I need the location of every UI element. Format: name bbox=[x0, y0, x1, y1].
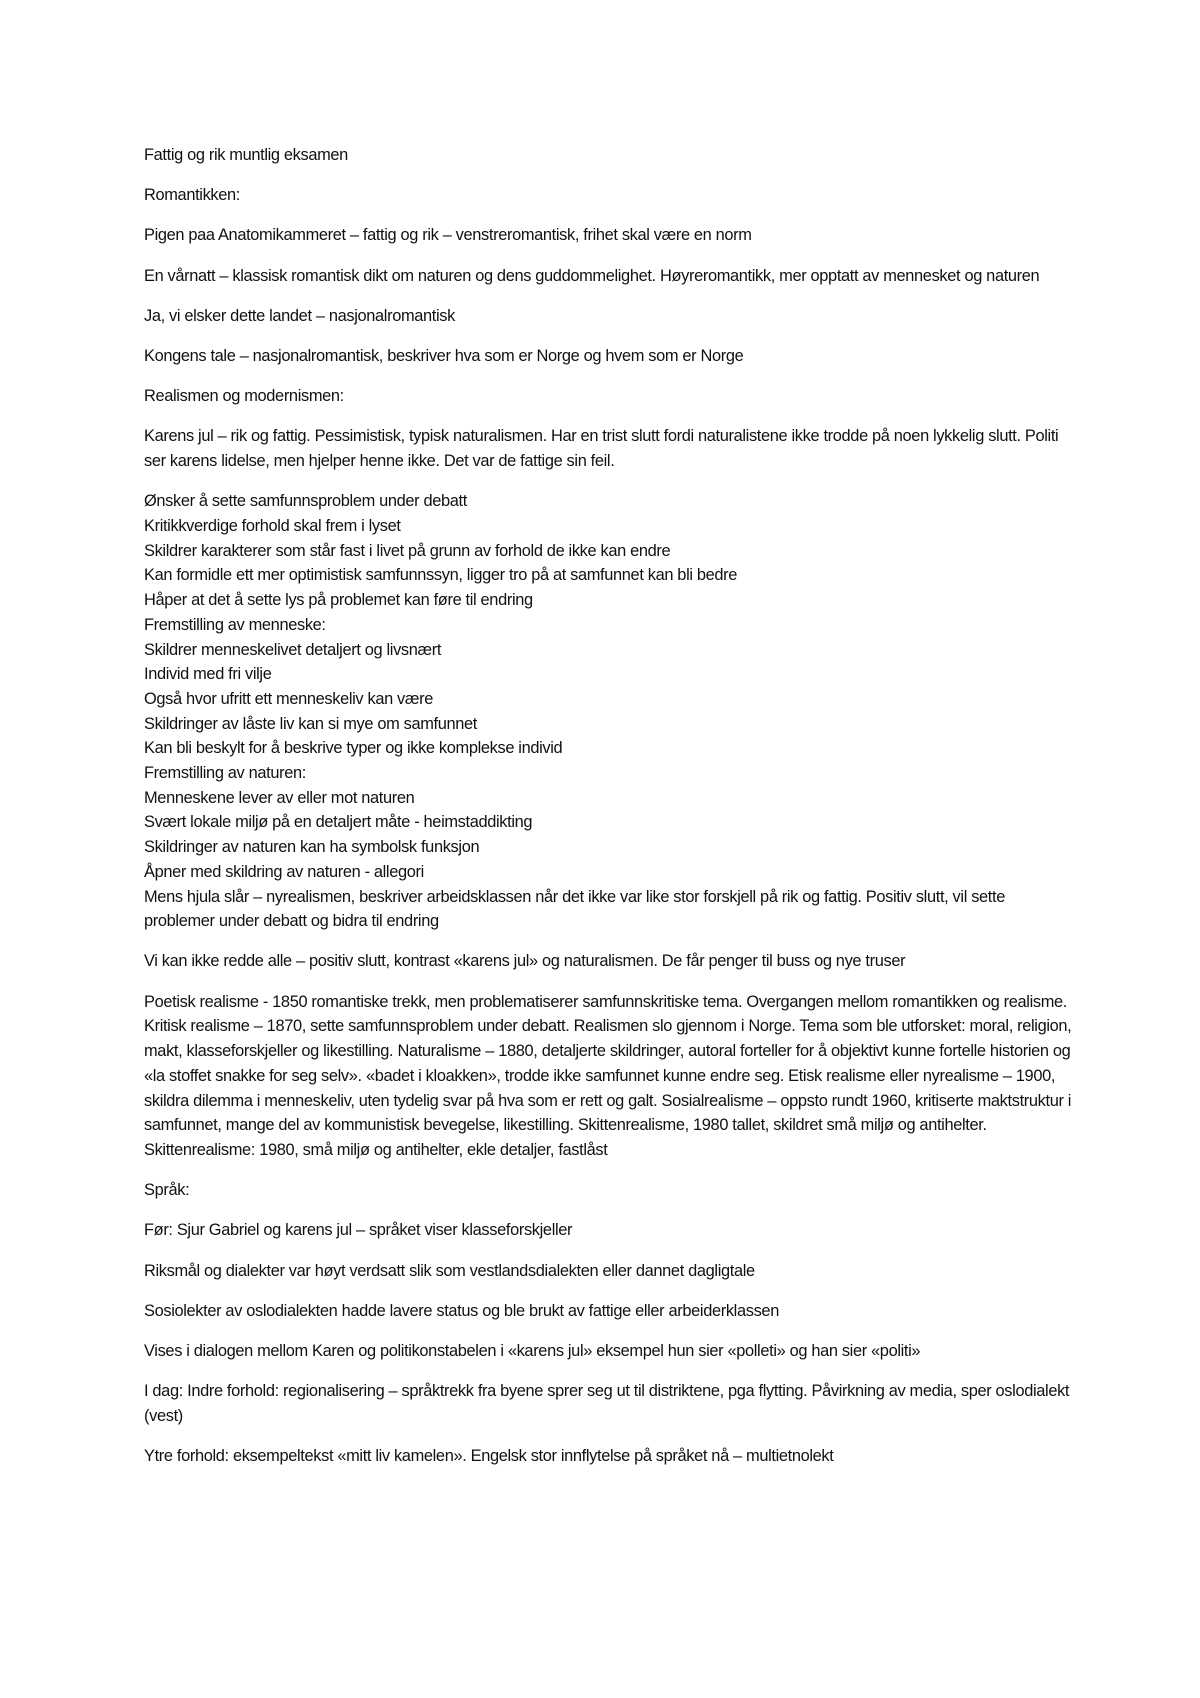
list-line: Åpner med skildring av naturen - allegori bbox=[144, 862, 424, 881]
list-line: Også hvor ufritt ett menneskeliv kan være bbox=[144, 689, 434, 708]
section-heading-sprak: Språk: bbox=[144, 1181, 190, 1200]
paragraph: Pigen paa Anatomikammeret – fattig og rik – venstreromantisk, frihet skal være en norm bbox=[144, 226, 752, 245]
paragraph: Vi kan ikke redde alle – positiv slutt, kontrast «karens jul» og naturalismen. De får penger til buss og nye truser bbox=[144, 952, 906, 971]
list-line: Skildrer menneskelivet detaljert og livsnært bbox=[144, 640, 442, 659]
paragraph: Riksmål og dialekter var høyt verdsatt slik som vestlandsdialekten eller dannet dagligtale bbox=[144, 1261, 755, 1280]
list-line: Skildrer karakterer som står fast i livet på grunn av forhold de ikke kan endre bbox=[144, 541, 671, 560]
paragraph: Før: Sjur Gabriel og karens jul – språket viser klasseforskjeller bbox=[144, 1221, 573, 1240]
list-line: Fremstilling av naturen: bbox=[144, 764, 306, 783]
paragraph: Sosiolekter av oslodialekten hadde lavere status og ble brukt av fattige eller arbeiderklassen bbox=[144, 1301, 779, 1320]
paragraph: En vårnatt – klassisk romantisk dikt om naturen og dens guddommelighet. Høyreromantikk, mer opptatt av mennesket og naturen bbox=[144, 266, 1040, 285]
list-line: Håper at det å sette lys på problemet kan føre til endring bbox=[144, 591, 533, 610]
list-line: Ønsker å sette samfunnsproblem under debatt bbox=[144, 492, 467, 511]
list-line: Skildringer av naturen kan ha symbolsk funksjon bbox=[144, 838, 480, 857]
section-heading-romantikken: Romantikken: bbox=[144, 186, 241, 205]
document-title: Fattig og rik muntlig eksamen bbox=[144, 146, 348, 164]
paragraph: Ytre forhold: eksempeltekst «mitt liv kamelen». Engelsk stor innflytelse på språket nå – multietnolekt bbox=[144, 1447, 834, 1466]
paragraph: I dag: Indre forhold: regionalisering – språktrekk fra byene sprer seg ut til distriktene, pga flytting. Påvirkning av media, sper oslodialekt (vest) bbox=[144, 1382, 1070, 1425]
list-line: Kan bli beskylt for å beskrive typer og ikke komplekse individ bbox=[144, 739, 563, 758]
list-line: Menneskene lever av eller mot naturen bbox=[144, 788, 415, 807]
list-line: Fremstilling av menneske: bbox=[144, 615, 326, 634]
section-heading-realismen: Realismen og modernismen: bbox=[144, 387, 344, 406]
paragraph: Kongens tale – nasjonalromantisk, beskriver hva som er Norge og hvem som er Norge bbox=[144, 347, 744, 366]
list-line: Skildringer av låste liv kan si mye om samfunnet bbox=[144, 714, 478, 733]
paragraph: Karens jul – rik og fattig. Pessimistisk, typisk naturalismen. Har en trist slutt fordi naturalistene ikke trodde på noen lykkelig slutt. Politi ser karens lidelse, men hjelper henne ikke. Det var de fattige sin feil. bbox=[144, 427, 1059, 471]
list-line: Svært lokale miljø på en detaljert måte - heimstaddikting bbox=[144, 813, 533, 832]
list-line: Kritikkverdige forhold skal frem i lyset bbox=[144, 517, 401, 536]
paragraph: Poetisk realisme - 1850 romantiske trekk, men problematiserer samfunnskritiske tema. Overgangen mellom romantikken og realisme. Kritisk realisme – 1870, sette samfunnsproblem under debatt. Realismen slo gjennom i Norge. Tema som ble utforsket: moral, religion, makt, klasseforskjeller og likestilling. Naturalisme – 1880, detaljerte skildringer, autoral forteller for å objektivt kunne fortelle historien og «la stoffet snakke for seg selv». «badet i kloakken», trodde ikke samfunnet kunne endre seg. Etisk realisme eller nyrealisme – 1900, skildra dilemma i menneskeliv, uten tydelig svar på hva som er rett og galt. Sosialrealisme – oppsto rundt 1960, kritiserte maktstruktur i samfunnet, mange del av kommunistisk bevegelse, likestilling. Skittenrealisme, 1980 tallet, skildret små miljø og antihelter. Skittenrealisme: 1980, små miljø og antihelter, ekle detaljer, fastlåst bbox=[144, 992, 1072, 1159]
paragraph: Ja, vi elsker dette landet – nasjonalromantisk bbox=[144, 306, 455, 325]
paragraph: Vises i dialogen mellom Karen og politikonstabelen i «karens jul» eksempel hun sier «polleti» og han sier «politi» bbox=[144, 1341, 921, 1360]
paragraph: Mens hjula slår – nyrealismen, beskriver arbeidsklassen når det ikke var like stor forskjell på rik og fattig. Positiv slutt, vil sette problemer under debatt og bidra til endring bbox=[144, 887, 1005, 931]
list-line: Individ med fri vilje bbox=[144, 665, 272, 684]
document-page bbox=[144, 143, 1079, 1484]
list-line: Kan formidle ett mer optimistisk samfunnssyn, ligger tro på at samfunnet kan bli bedre bbox=[144, 566, 738, 585]
